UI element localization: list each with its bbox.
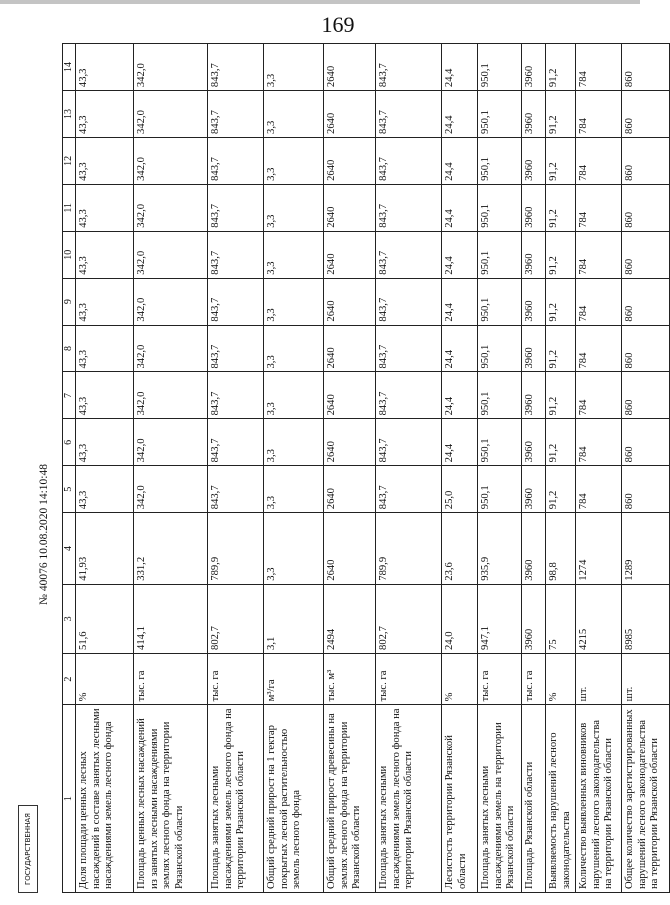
value-cell: 2494 <box>324 584 376 653</box>
value-cell: 843,7 <box>208 231 264 278</box>
header-row <box>63 44 76 893</box>
value-cell: 24,4 <box>442 184 478 231</box>
value-cell: 843,7 <box>376 91 442 138</box>
value-cell: 91,2 <box>546 137 576 184</box>
unit-cell: тыс. га <box>208 653 264 704</box>
unit-cell: % <box>76 653 134 704</box>
value-cell: 91,2 <box>546 44 576 91</box>
value-cell: 1289 <box>622 513 670 584</box>
value-cell: 342,0 <box>134 231 208 278</box>
value-cell: 843,7 <box>376 231 442 278</box>
value-cell: 784 <box>576 137 622 184</box>
value-cell: 342,0 <box>134 184 208 231</box>
value-cell: 43,3 <box>76 44 134 91</box>
value-cell: 331,2 <box>134 513 208 584</box>
value-cell: 3960 <box>522 231 546 278</box>
stamp-logo <box>18 805 38 893</box>
header-cell: 12 <box>63 137 76 184</box>
value-cell: 3960 <box>522 278 546 325</box>
document-footer: № 40076 10.08.2020 14:10:48 <box>38 464 50 605</box>
value-cell: 843,7 <box>208 372 264 419</box>
value-cell: 43,3 <box>76 372 134 419</box>
scan-edge <box>0 0 640 4</box>
value-cell: 843,7 <box>208 137 264 184</box>
indicator-label: Общий средний прирост древесины на землях лесного фонда на территории Рязанской области <box>324 705 376 893</box>
value-cell: 860 <box>622 91 670 138</box>
value-cell: 860 <box>622 184 670 231</box>
value-cell: 43,3 <box>76 184 134 231</box>
header-cell: 10 <box>63 231 76 278</box>
value-cell: 950,1 <box>478 184 522 231</box>
indicator-label: Лесистость территории Рязанской области <box>442 705 478 893</box>
value-cell: 843,7 <box>376 137 442 184</box>
table-row <box>208 44 264 893</box>
value-cell: 3960 <box>522 584 546 653</box>
table-row <box>622 44 670 893</box>
unit-cell: шт. <box>576 653 622 704</box>
value-cell: 2640 <box>324 513 376 584</box>
header-cell: 11 <box>63 184 76 231</box>
value-cell: 51,6 <box>76 584 134 653</box>
header-cell: 14 <box>63 44 76 91</box>
value-cell: 342,0 <box>134 44 208 91</box>
indicator-label: Площадь занятых лесными насаждениями земель лесного фонда на территории Рязанской области <box>376 705 442 893</box>
value-cell: 2640 <box>324 44 376 91</box>
value-cell: 75 <box>546 584 576 653</box>
value-cell: 41,93 <box>76 513 134 584</box>
value-cell: 91,2 <box>546 325 576 372</box>
value-cell: 802,7 <box>376 584 442 653</box>
value-cell: 2640 <box>324 231 376 278</box>
value-cell: 342,0 <box>134 372 208 419</box>
value-cell: 784 <box>576 466 622 513</box>
value-cell: 843,7 <box>208 91 264 138</box>
value-cell: 950,1 <box>478 137 522 184</box>
value-cell: 784 <box>576 44 622 91</box>
value-cell: 860 <box>622 278 670 325</box>
value-cell: 3960 <box>522 325 546 372</box>
value-cell: 2640 <box>324 419 376 466</box>
value-cell: 3,3 <box>264 231 324 278</box>
value-cell: 3960 <box>522 184 546 231</box>
value-cell: 2640 <box>324 466 376 513</box>
value-cell: 784 <box>576 278 622 325</box>
value-cell: 860 <box>622 44 670 91</box>
table-row <box>76 44 134 893</box>
value-cell: 43,3 <box>76 466 134 513</box>
header-cell: 7 <box>63 372 76 419</box>
indicator-label: Площадь ценных лесных насаждений из занятых лесными насаждениями землях лесного фонда на территории Рязанской области <box>134 705 208 893</box>
value-cell: 25,0 <box>442 466 478 513</box>
value-cell: 860 <box>622 466 670 513</box>
value-cell: 91,2 <box>546 184 576 231</box>
value-cell: 3,3 <box>264 513 324 584</box>
value-cell: 3960 <box>522 91 546 138</box>
value-cell: 784 <box>576 419 622 466</box>
value-cell: 2640 <box>324 372 376 419</box>
table-row <box>324 44 376 893</box>
table-row <box>546 44 576 893</box>
value-cell: 342,0 <box>134 278 208 325</box>
value-cell: 43,3 <box>76 137 134 184</box>
stamp-text: ГОСУДАРСТВЕННАЯ <box>24 813 33 885</box>
header-cell: 9 <box>63 278 76 325</box>
table-row <box>522 44 546 893</box>
indicator-label: Площадь Рязанской области <box>522 705 546 893</box>
value-cell: 414,1 <box>134 584 208 653</box>
value-cell: 24,4 <box>442 137 478 184</box>
value-cell: 3960 <box>522 513 546 584</box>
value-cell: 342,0 <box>134 419 208 466</box>
value-cell: 784 <box>576 372 622 419</box>
value-cell: 789,9 <box>376 513 442 584</box>
header-cell: 3 <box>63 584 76 653</box>
value-cell: 3,3 <box>264 184 324 231</box>
unit-cell: м³/га <box>264 653 324 704</box>
table-row <box>264 44 324 893</box>
data-table <box>62 43 670 893</box>
value-cell: 2640 <box>324 184 376 231</box>
indicator-label: Площадь занятых лесными насаждениями земель лесного фонда на территории Рязанской области <box>208 705 264 893</box>
header-cell: 13 <box>63 91 76 138</box>
value-cell: 784 <box>576 184 622 231</box>
value-cell: 3,3 <box>264 372 324 419</box>
value-cell: 784 <box>576 325 622 372</box>
value-cell: 843,7 <box>376 278 442 325</box>
value-cell: 2640 <box>324 325 376 372</box>
value-cell: 843,7 <box>208 278 264 325</box>
table-row <box>576 44 622 893</box>
value-cell: 342,0 <box>134 466 208 513</box>
value-cell: 342,0 <box>134 325 208 372</box>
indicator-label: Общий средний прирост на 1 гектар покрытых лесной растительностью земель лесного фонда <box>264 705 324 893</box>
value-cell: 784 <box>576 231 622 278</box>
table-row <box>442 44 478 893</box>
value-cell: 3,3 <box>264 278 324 325</box>
value-cell: 91,2 <box>546 372 576 419</box>
indicator-label: Доля площади ценных лесных насаждений в составе занятых лесными насаждениями земель лесного фонда <box>76 705 134 893</box>
value-cell: 8985 <box>622 584 670 653</box>
value-cell: 3,3 <box>264 91 324 138</box>
value-cell: 3960 <box>522 419 546 466</box>
value-cell: 860 <box>622 137 670 184</box>
value-cell: 3960 <box>522 44 546 91</box>
value-cell: 843,7 <box>376 44 442 91</box>
unit-cell: тыс. га <box>134 653 208 704</box>
value-cell: 3,3 <box>264 325 324 372</box>
value-cell: 1274 <box>576 513 622 584</box>
value-cell: 43,3 <box>76 278 134 325</box>
value-cell: 24,4 <box>442 325 478 372</box>
unit-cell: % <box>442 653 478 704</box>
value-cell: 24,4 <box>442 231 478 278</box>
page-number: 169 <box>321 12 355 37</box>
value-cell: 789,9 <box>208 513 264 584</box>
value-cell: 947,1 <box>478 584 522 653</box>
value-cell: 3960 <box>522 372 546 419</box>
value-cell: 843,7 <box>376 184 442 231</box>
value-cell: 43,3 <box>76 325 134 372</box>
value-cell: 950,1 <box>478 231 522 278</box>
value-cell: 843,7 <box>376 419 442 466</box>
value-cell: 950,1 <box>478 419 522 466</box>
indicator-label: Площадь занятых лесными насаждениями земель на территории Рязанской области <box>478 705 522 893</box>
value-cell: 843,7 <box>376 372 442 419</box>
unit-cell: тыс. га <box>522 653 546 704</box>
value-cell: 342,0 <box>134 137 208 184</box>
value-cell: 843,7 <box>208 466 264 513</box>
value-cell: 2640 <box>324 278 376 325</box>
value-cell: 802,7 <box>208 584 264 653</box>
value-cell: 843,7 <box>208 44 264 91</box>
value-cell: 843,7 <box>208 325 264 372</box>
header-cell: 1 <box>63 705 76 893</box>
value-cell: 43,3 <box>76 419 134 466</box>
value-cell: 950,1 <box>478 372 522 419</box>
header-cell: 8 <box>63 325 76 372</box>
value-cell: 24,0 <box>442 584 478 653</box>
value-cell: 24,4 <box>442 44 478 91</box>
indicator-label: Количество выявленных виновников нарушений лесного законодательства на территории Рязанской области <box>576 705 622 893</box>
value-cell: 860 <box>622 325 670 372</box>
value-cell: 91,2 <box>546 466 576 513</box>
value-cell: 860 <box>622 419 670 466</box>
value-cell: 4215 <box>576 584 622 653</box>
header-cell: 5 <box>63 466 76 513</box>
value-cell: 950,1 <box>478 466 522 513</box>
value-cell: 24,4 <box>442 91 478 138</box>
value-cell: 3960 <box>522 137 546 184</box>
value-cell: 843,7 <box>376 325 442 372</box>
value-cell: 843,7 <box>208 419 264 466</box>
value-cell: 342,0 <box>134 91 208 138</box>
value-cell: 43,3 <box>76 231 134 278</box>
unit-cell: тыс. м³ <box>324 653 376 704</box>
value-cell: 3960 <box>522 466 546 513</box>
value-cell: 843,7 <box>208 184 264 231</box>
value-cell: 98,8 <box>546 513 576 584</box>
value-cell: 24,4 <box>442 372 478 419</box>
value-cell: 3,3 <box>264 419 324 466</box>
value-cell: 3,1 <box>264 584 324 653</box>
value-cell: 950,1 <box>478 44 522 91</box>
value-cell: 950,1 <box>478 278 522 325</box>
value-cell: 950,1 <box>478 325 522 372</box>
value-cell: 91,2 <box>546 231 576 278</box>
table-row <box>376 44 442 893</box>
indicator-label: Выявляемость нарушений лесного законодательства <box>546 705 576 893</box>
value-cell: 91,2 <box>546 419 576 466</box>
value-cell: 24,4 <box>442 419 478 466</box>
indicator-label: Общее количество зарегистрированных нарушений лесного законодательства на территории Рязанской области <box>622 705 670 893</box>
value-cell: 2640 <box>324 137 376 184</box>
unit-cell: тыс. га <box>376 653 442 704</box>
rotated-table-container <box>62 43 660 893</box>
value-cell: 784 <box>576 91 622 138</box>
header-cell: 2 <box>63 653 76 704</box>
value-cell: 935,9 <box>478 513 522 584</box>
value-cell: 843,7 <box>376 466 442 513</box>
table-row <box>478 44 522 893</box>
unit-cell: тыс. га <box>478 653 522 704</box>
table-row <box>134 44 208 893</box>
value-cell: 43,3 <box>76 91 134 138</box>
value-cell: 860 <box>622 372 670 419</box>
unit-cell: % <box>546 653 576 704</box>
value-cell: 2640 <box>324 91 376 138</box>
header-cell: 6 <box>63 419 76 466</box>
unit-cell: шт. <box>622 653 670 704</box>
value-cell: 860 <box>622 231 670 278</box>
value-cell: 3,3 <box>264 44 324 91</box>
value-cell: 3,3 <box>264 137 324 184</box>
value-cell: 950,1 <box>478 91 522 138</box>
value-cell: 91,2 <box>546 278 576 325</box>
value-cell: 3,3 <box>264 466 324 513</box>
value-cell: 91,2 <box>546 91 576 138</box>
value-cell: 24,4 <box>442 278 478 325</box>
value-cell: 23,6 <box>442 513 478 584</box>
header-cell: 4 <box>63 513 76 584</box>
